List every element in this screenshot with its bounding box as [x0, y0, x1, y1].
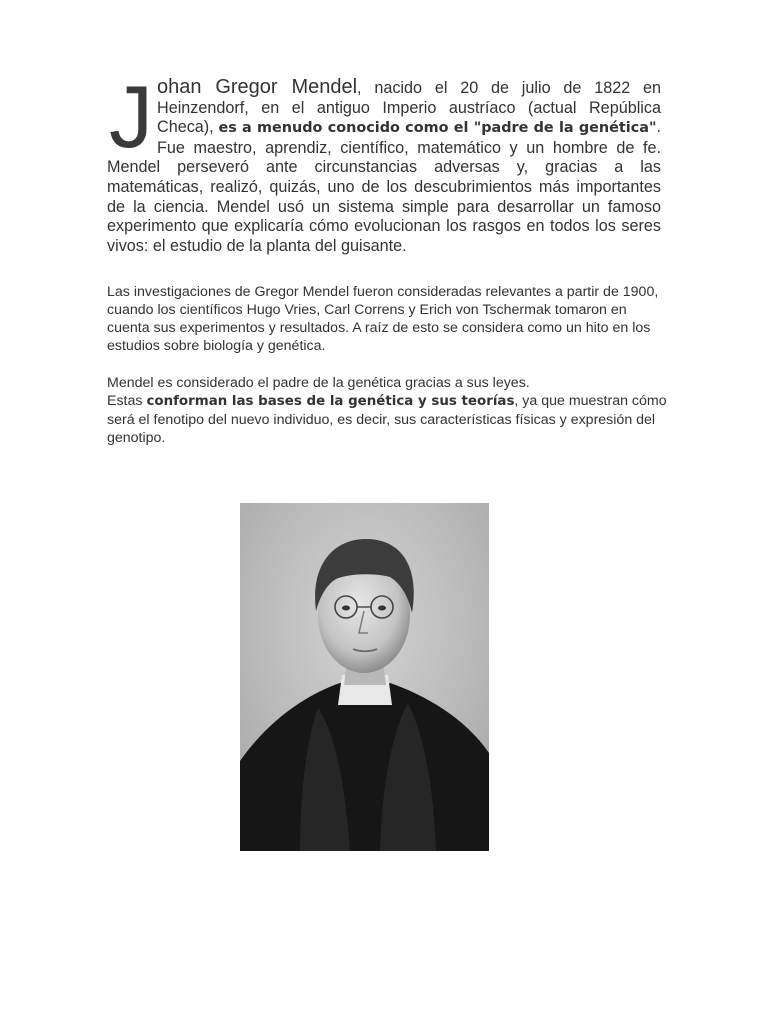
intro-bold-text: es a menudo conocido como el "padre de la genética": [218, 120, 657, 137]
left-eye: [342, 606, 350, 611]
leyes-line-1: Mendel es considerado el padre de la genética gracias a sus leyes.: [107, 375, 530, 391]
paragraph-investigaciones: Las investigaciones de Gregor Mendel fueron consideradas relevantes a partir de 1900, cuando los científicos Hugo Vries, Carl Correns y Erich von Tschermak tomaron en cuenta sus experimentos y resultados. A raíz de esto se considera como un hito en los estudios sobre biología y genética.: [107, 284, 659, 354]
intro-text-1: , nacido el 20 de julio de 1822 en Heinzendorf, en el antiguo Imperio austríaco (actual República Checa),: [157, 79, 662, 137]
portrait-illustration: [240, 503, 489, 851]
intro-lead-name: ohan Gregor Mendel: [157, 76, 358, 98]
intro-paragraph: [107, 67, 662, 256]
mendel-portrait: [240, 503, 489, 851]
leyes-text-1: Estas: [107, 393, 147, 409]
intro-text-2: . Fue maestro, aprendiz, científico, matemático y un hombre de fe. Mendel perseveró ante circunstancias adversas y, gracias a las matemáticas, realizó, quizás, uno de los descubrimientos más importantes de la ciencia. Mendel usó un sistema simple para desarrollar un famoso experimento que explicaría cómo evolucionan los rasgos en todos los seres vivos: el estudio de la planta del guisante.: [107, 118, 661, 255]
paragraph-leyes: [107, 374, 667, 447]
leyes-bold-text: conforman las bases de la genética y sus teorías: [146, 394, 515, 409]
leyes-text-2: , ya que muestran cómo será el fenotipo del nuevo individuo, es decir, sus características físicas y expresión del genotipo.: [107, 393, 667, 446]
right-eye: [378, 606, 386, 611]
drop-cap: J: [109, 67, 153, 166]
